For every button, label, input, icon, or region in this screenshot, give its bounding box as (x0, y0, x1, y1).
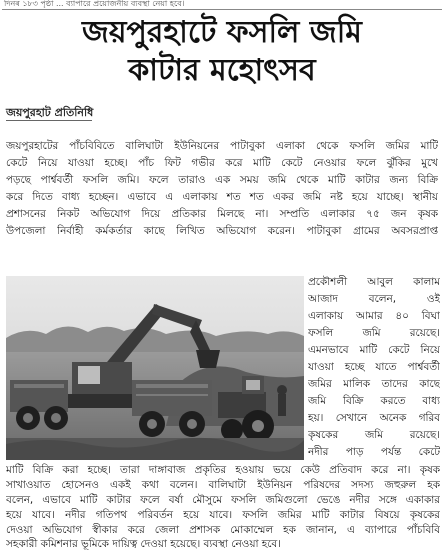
body-line: উপজেলা নির্বাহী কর্মকর্তার কাছে লিখিত অভিযোগ করেন। পাটাবুকা গ্রামের অবসরপ্রাপ্ত (6, 225, 438, 237)
headline-line-1: জয়পুরহাটে ফসলি জমি (82, 15, 362, 50)
headline (0, 14, 444, 90)
side-line: এলাকায় আমার ৪০ বিঘা (308, 310, 440, 322)
side-line: হয়। সেখানে অনেক গরিব (308, 412, 440, 424)
body-line: হয়ে যাবে। নদীর গতিপথ পরিবর্তন হয়ে যাবে। ফসলি জমির মাটি কাটার বিষয়ে কৃষকের (6, 509, 440, 521)
side-line: জমি বিক্রি করতে বাধ্য (308, 395, 440, 407)
side-line: এমনভাবে মাটি কেটে নিয়ে (308, 344, 440, 356)
byline-underline (6, 120, 92, 121)
body-line: সাখাওয়াত হোসেনও একই কথা বলেন। বালিঘাটা ইউনিয়ন পরিষদের সদস্য জহুরুল হক (6, 479, 440, 491)
side-line: নদীর পাড় পর্যন্ত কেটে (308, 446, 440, 458)
side-line: আজাদ বলেন, ওই (308, 293, 440, 305)
side-line: প্রকৌশলী আবুল কালাম (308, 276, 440, 288)
body-line: কেটে নিয়ে যাওয়া হচ্ছে। পাঁচ ফিট গভীর করে মাটি কেটে নেওয়ার ফলে ঝুঁকির মুখে (6, 157, 438, 169)
body-line: সহকারী কমিশনার ভূমিকে দায়িত্ব দেওয়া হয়েছে। ব্যবস্থা নেওয়া হবে। (6, 538, 281, 550)
side-line: কৃষকের জমি রয়েছে। (308, 429, 440, 441)
body-line: বলেন, এভাবে মাটি কাটার ফলে বর্ষা মৌসুমে ফসলি জমিগুলো ভেঙে নদীর সঙ্গে একাকার (6, 494, 440, 506)
excavator-photo (6, 276, 304, 460)
side-line: জমির মালিক তাদের কাছে (308, 378, 440, 390)
body-line: প্রশাসনের নিকট অভিযোগ দিয়ে প্রতিকার মিলছে না। সম্প্রতি এলাকার ৭৫ জন কৃষক (6, 208, 438, 220)
excavator-photo-image (6, 276, 304, 460)
body-line: করে দিতে বাধ্য হচ্ছেন। এভাবে এ এলাকায় শত শত একর জমি নষ্ট হয়ে যাচ্ছে। স্থানীয় (6, 191, 438, 203)
body-line: মাটি বিক্রি করা হচ্ছে। তারা দাঙ্গাবাজ প্রকৃতির হওয়ায় ভয়ে কেউ প্রতিবাদ করে না। কৃষক (6, 464, 440, 476)
side-line: ফসলি জমি রয়েছে। (308, 327, 440, 339)
headline-line-2: কাটার মহোৎসব (128, 53, 316, 88)
previous-article-fragment: দিনৰ ১৮৩ পৃষ্ঠা ... ব্যাপারে প্রয়োজনীয় ব্যবস্থা নেয়া হবে। (4, 0, 185, 8)
body-line: পড়ছে পার্শ্ববর্তী ফসলি জমি। ফলে তারাও এক সময় জমি থেকে মাটি কাটার জন্য বিক্রি (6, 174, 438, 186)
body-line: দেওয়া অভিযোগ স্বীকার করে জেলা প্রশাসক মোকাম্মেল হক জানান, এ ব্যাপারে পাঁচবিবি (6, 524, 440, 536)
top-divider (2, 9, 442, 10)
side-line: যাওয়া হচ্ছে যাতে পার্শ্ববর্তী (308, 361, 440, 373)
byline: জয়পুরহাট প্রতিনিধি (6, 106, 94, 119)
body-line: জয়পুরহাটের পাঁচবিবিতে বালিঘাটা ইউনিয়নের পাটাবুকা এলাকা থেকে ফসলি জমির মাটি (6, 140, 438, 152)
